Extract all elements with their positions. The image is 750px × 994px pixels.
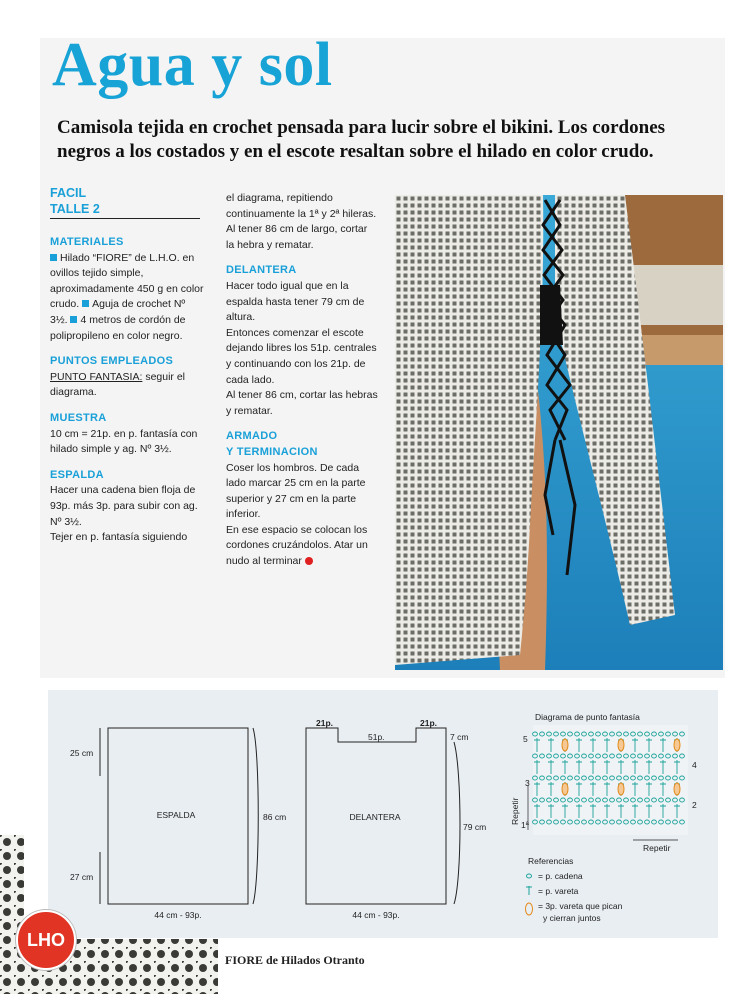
armado-text-2: En ese espacio se colocan los cordones cruzándolos. Atar un nudo al terminar [226,523,368,568]
espalda-heading: ESPALDA [50,468,104,481]
divider [50,218,200,219]
repetir-side-label: Repetir [510,797,520,825]
armado-text-1: Coser los hombros. De cada lado marcar 25 cm en la parte superior y 27 cm en la parte inferior. [226,461,366,521]
references-heading: Referencias [528,856,574,866]
back-height-brace [253,728,258,904]
espalda-continued: el diagrama, repitiendo continuamente la 1ª y 2ª hileras. [226,192,377,220]
front-center-stitches: 51p. [368,732,385,742]
cluster-stitch-mark [562,739,568,751]
row-label-1: 1ª [521,820,529,830]
delantera-text-3: Al tener 86 cm, cortar las hebras y rematar. [226,389,378,417]
muestra-text: 10 cm = 21p. en p. fantasía con hilado simple y ag. Nº 3½. [50,427,198,456]
ref-treble: = p. vareta [538,886,579,896]
row-label-5: 5 [523,734,528,744]
page-subtitle: Camisola tejida en crochet pensada para lucir sobre el bikini. Los cordones negros a los costados y en el escote resaltan sobre el hilado en color crudo. [57,117,666,162]
puntos-text: PUNTO FANTASIA: seguir el diagrama. [50,370,186,399]
cluster-stitch-mark [562,783,568,795]
espalda-text: Hacer una cadena bien floja de 93p. más 3p. para subir con ag. Nº 3½. [50,484,198,528]
reference-symbols [526,874,533,915]
footer-caption: FIORE de Hilados Otranto [225,953,365,967]
bullet-square-icon [82,300,89,307]
row-label-3: 3 [525,778,530,788]
row-label-2: 2 [692,800,697,810]
ref-cluster-2: y cierran juntos [543,913,601,923]
cluster-stitch-mark [618,783,624,795]
front-left-stitches: 21p. [316,718,334,728]
espalda-text-2: Tejer en p. fantasía siguiendo [50,531,188,544]
difficulty-label: FACIL [50,186,87,200]
cluster-symbol-icon [526,903,533,915]
back-label: ESPALDA [156,810,196,820]
bullet-square-icon [70,316,77,323]
muestra-heading: MUESTRA [50,411,107,424]
end-dot-icon [305,557,313,565]
instructions-column-1 [50,185,205,546]
ref-chain: = p. cadena [538,871,583,881]
instructions-column-2 [226,191,378,570]
back-top-cm: 25 cm [70,748,94,758]
front-height-brace [454,742,460,904]
photo-illustration [395,195,723,670]
delantera-text-2: Entonces comenzar el escote dejando libres los 51p. centrales y continuando con los 21p. de cada lado. [226,326,377,386]
bullet-square-icon [50,254,57,261]
materiales-heading: MATERIALES [50,236,124,248]
back-width: 44 cm - 93p. [154,910,202,920]
front-height: 79 cm [463,822,487,832]
size-label: TALLE 2 [50,202,100,216]
row-label-4: 4 [692,760,697,770]
ref-cluster: = 3p. vareta que pican [538,901,623,911]
terminacion-heading: Y TERMINACION [226,445,318,458]
chain-symbol-icon [527,874,532,878]
armado-heading: ARMADO [226,430,278,443]
garment-photo [395,195,723,670]
stitch-diagram-title: Diagrama de punto fantasía [535,712,640,722]
page-title: Agua y sol [52,31,333,99]
cluster-stitch-mark [618,739,624,751]
delantera-text-1: Hacer todo igual que en la espalda hasta tener 79 cm de altura. [226,279,365,324]
front-width: 44 cm - 93p. [352,910,400,920]
repetir-bottom-label: Repetir [643,843,671,853]
lho-logo: LHO [16,910,76,970]
espalda-continued-2: Al tener 86 cm de largo, cortar la hebra y rematar. [226,223,368,251]
delantera-heading: DELANTERA [226,264,297,277]
front-right-stitches: 21p. [420,718,438,728]
cluster-stitch-mark [674,783,680,795]
cluster-stitch-mark [674,739,680,751]
back-height: 86 cm [263,812,287,822]
front-neck-cm: 7 cm [450,732,469,742]
front-label: DELANTERA [349,812,401,822]
back-bottom-cm: 27 cm [70,872,94,882]
puntos-heading: PUNTOS EMPLEADOS [50,355,174,368]
treble-symbol-icon [526,886,532,895]
materiales-text: Hilado “FIORE” de L.H.O. en ovillos tejido simple, aproximadamente 450 g en color crudo. Aguja de crochet Nº 3½. 4 metros de cordón de polipropileno en color negro. [50,251,204,342]
